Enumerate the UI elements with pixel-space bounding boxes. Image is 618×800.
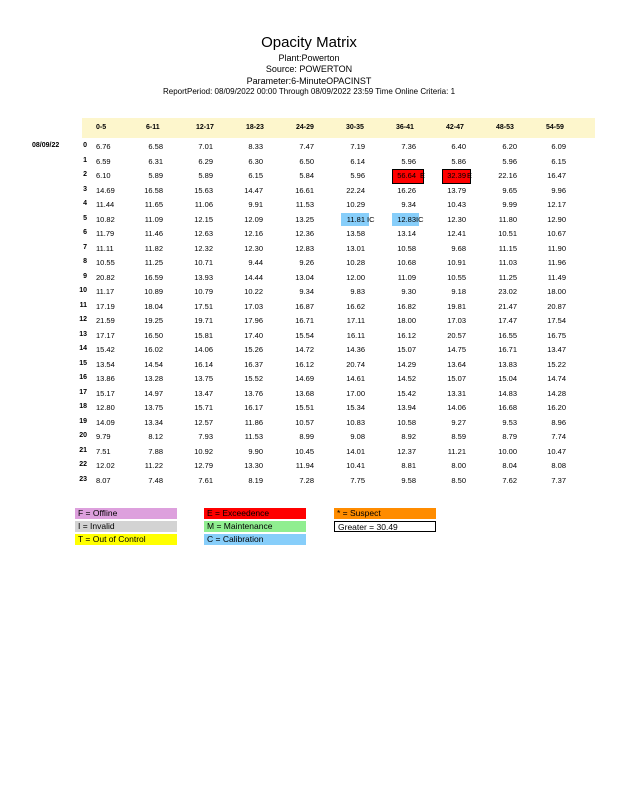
opacity-value: 10.41 <box>346 461 365 470</box>
opacity-value: 16.87 <box>295 301 314 311</box>
opacity-value: 11.79 <box>96 229 115 238</box>
opacity-value: 7.51 <box>96 446 111 456</box>
opacity-value: 15.71 <box>194 403 213 412</box>
opacity-value: 12.80 <box>96 403 115 412</box>
opacity-value: 7.62 <box>502 475 517 485</box>
opacity-value: 16.68 <box>498 403 517 412</box>
opacity-value: 7.28 <box>299 475 314 485</box>
opacity-value: 7.75 <box>350 475 365 485</box>
opacity-value: 8.33 <box>248 142 263 151</box>
hour-label: 20 <box>79 432 87 439</box>
opacity-value: 9.18 <box>451 287 466 296</box>
flag-code: IC <box>416 214 424 224</box>
opacity-value: 16.55 <box>498 330 517 340</box>
column-header: 30-35 <box>346 124 364 131</box>
legend-item: I = Invalid <box>75 521 177 532</box>
opacity-value: 12.16 <box>244 229 263 238</box>
opacity-value: 9.91 <box>248 200 263 209</box>
opacity-value: 16.58 <box>144 185 163 195</box>
opacity-value: 14.74 <box>547 374 566 383</box>
opacity-value: 12.36 <box>295 229 314 238</box>
opacity-value: 14.06 <box>447 403 466 412</box>
column-header: 24-29 <box>296 124 314 131</box>
opacity-value: 10.82 <box>96 214 115 224</box>
opacity-value: 14.28 <box>547 388 566 398</box>
column-header: 42-47 <box>446 124 464 131</box>
opacity-value: 10.58 <box>397 243 416 253</box>
opacity-value: 9.99 <box>502 200 517 209</box>
opacity-value: 10.89 <box>144 287 163 296</box>
hour-label: 5 <box>83 214 87 222</box>
opacity-value: 8.96 <box>551 417 566 427</box>
opacity-value: 11.06 <box>194 200 213 209</box>
opacity-value: 14.69 <box>96 185 115 195</box>
opacity-value: 6.30 <box>248 156 263 166</box>
opacity-value: 5.96 <box>502 156 517 166</box>
opacity-value: 13.01 <box>346 243 365 253</box>
opacity-value: 15.17 <box>96 388 115 398</box>
opacity-value: 11.25 <box>144 258 163 267</box>
opacity-value: 11.96 <box>547 258 566 267</box>
opacity-value: 16.12 <box>295 359 314 369</box>
legend-item: * = Suspect <box>334 508 436 519</box>
opacity-value: 15.26 <box>244 345 263 354</box>
opacity-value: 10.22 <box>244 287 263 296</box>
hour-label: 11 <box>79 301 87 309</box>
opacity-value: 9.96 <box>551 185 566 195</box>
opacity-value: 6.59 <box>96 156 111 166</box>
opacity-value: 15.22 <box>547 359 566 369</box>
hour-label: 3 <box>83 185 87 193</box>
opacity-value: 12.37 <box>397 446 416 456</box>
hour-label: 21 <box>79 446 87 454</box>
opacity-value: 17.19 <box>96 301 115 311</box>
opacity-value: 8.00 <box>451 461 466 470</box>
plant-line: Plant:Powerton <box>278 53 340 63</box>
opacity-value: 22.24 <box>346 185 365 195</box>
hour-label: 0 <box>83 142 87 149</box>
opacity-value: 10.91 <box>447 258 466 267</box>
opacity-value: 11.25 <box>498 272 517 282</box>
opacity-value: 21.59 <box>96 316 115 325</box>
opacity-value: 9.90 <box>248 446 263 456</box>
opacity-value: 15.04 <box>498 374 517 383</box>
opacity-value: 13.47 <box>194 388 213 398</box>
opacity-value: 16.12 <box>397 330 416 340</box>
opacity-value: 14.54 <box>144 359 163 369</box>
opacity-value: 13.31 <box>447 388 466 398</box>
opacity-value: 10.67 <box>547 229 566 238</box>
opacity-value: 5.89 <box>198 171 213 180</box>
hour-label: 7 <box>83 243 87 251</box>
opacity-value: 5.89 <box>148 171 163 180</box>
opacity-value: 7.37 <box>551 475 566 485</box>
opacity-value: 19.25 <box>144 316 163 325</box>
legend-item: E = Exceedence <box>204 508 306 519</box>
opacity-value: 5.96 <box>350 171 365 180</box>
opacity-value: 7.48 <box>148 475 163 485</box>
opacity-value: 20.57 <box>447 330 466 340</box>
source-line: Source: POWERTON <box>265 64 353 74</box>
opacity-value: 16.50 <box>144 330 163 340</box>
opacity-value: 6.31 <box>148 156 163 166</box>
opacity-value: 6.50 <box>299 156 314 166</box>
opacity-value: 16.37 <box>244 359 263 369</box>
opacity-value: 6.10 <box>96 171 111 180</box>
opacity-value: 7.74 <box>551 432 566 441</box>
hour-label: 12 <box>79 316 87 323</box>
opacity-value: 11.82 <box>144 243 163 253</box>
opacity-value: 6.29 <box>198 156 213 166</box>
opacity-value: 9.44 <box>248 258 263 267</box>
opacity-value: 12.83 <box>295 243 314 253</box>
opacity-value: 8.59 <box>451 432 466 441</box>
opacity-value: 13.75 <box>144 403 163 412</box>
opacity-value: 7.61 <box>198 475 213 485</box>
column-header: 48-53 <box>496 124 514 131</box>
opacity-value: 10.47 <box>547 446 566 456</box>
column-header: 36-41 <box>396 124 414 131</box>
opacity-value: 10.68 <box>397 258 416 267</box>
opacity-value: 8.04 <box>502 461 517 470</box>
opacity-value: 11.17 <box>96 287 115 296</box>
opacity-value: 14.36 <box>346 345 365 354</box>
legend-item: C = Calibration <box>204 534 306 545</box>
opacity-value: 10.29 <box>346 200 365 209</box>
opacity-value: 9.83 <box>350 287 365 296</box>
opacity-value: 12.32 <box>194 243 213 253</box>
opacity-value: 9.30 <box>401 287 416 296</box>
opacity-value: 14.61 <box>346 374 365 383</box>
opacity-value: 17.03 <box>244 301 263 311</box>
opacity-value: 18.00 <box>397 316 416 325</box>
opacity-value: 23.02 <box>498 287 517 296</box>
opacity-value: 15.42 <box>96 345 115 354</box>
opacity-value: 12.79 <box>194 461 213 470</box>
opacity-value: 13.28 <box>144 374 163 383</box>
opacity-value: 17.03 <box>447 316 466 325</box>
hour-label: 15 <box>79 359 87 367</box>
opacity-value: 13.25 <box>295 214 314 224</box>
opacity-value: 5.86 <box>451 156 466 166</box>
opacity-value: 20.74 <box>346 359 365 369</box>
opacity-value: 17.51 <box>194 301 213 311</box>
opacity-value: 17.00 <box>346 388 365 398</box>
opacity-value: 56.64 <box>397 171 416 180</box>
hour-label: 4 <box>83 200 87 207</box>
opacity-value: 12.57 <box>194 417 213 427</box>
opacity-value: 15.52 <box>244 374 263 383</box>
opacity-value: 14.72 <box>295 345 314 354</box>
opacity-value: 14.44 <box>244 272 263 282</box>
opacity-value: 9.08 <box>350 432 365 441</box>
opacity-value: 16.14 <box>194 359 213 369</box>
legend-item: F = Offline <box>75 508 177 519</box>
opacity-value: 8.19 <box>248 475 263 485</box>
column-header: 54-59 <box>546 124 564 131</box>
opacity-value: 11.03 <box>498 258 517 267</box>
opacity-value: 21.47 <box>498 301 517 311</box>
hour-label: 16 <box>79 374 87 381</box>
opacity-value: 11.53 <box>295 200 314 209</box>
opacity-value: 10.55 <box>96 258 115 267</box>
opacity-value: 12.30 <box>447 214 466 224</box>
opacity-value: 9.34 <box>299 287 314 296</box>
opacity-value: 9.65 <box>502 185 517 195</box>
opacity-value: 7.01 <box>198 142 213 151</box>
legend-item: Greater = 30.49 <box>334 521 436 532</box>
opacity-value: 13.47 <box>547 345 566 354</box>
opacity-value: 11.49 <box>547 272 566 282</box>
opacity-value: 12.83 <box>397 214 416 224</box>
date-label: 08/09/22 <box>32 142 60 149</box>
opacity-value: 17.40 <box>244 330 263 340</box>
opacity-value: 8.99 <box>299 432 314 441</box>
opacity-value: 7.93 <box>198 432 213 441</box>
opacity-value: 11.94 <box>295 461 314 470</box>
opacity-value: 12.90 <box>547 214 566 224</box>
opacity-value: 16.62 <box>346 301 365 311</box>
opacity-value: 8.50 <box>451 475 466 485</box>
legend-item: T = Out of Control <box>75 534 177 545</box>
opacity-value: 12.17 <box>547 200 566 209</box>
opacity-value: 17.54 <box>547 316 566 325</box>
hour-label: 14 <box>79 345 87 352</box>
opacity-value: 10.43 <box>447 200 466 209</box>
parameter-line: Parameter:6-MinuteOPACINST <box>246 76 372 86</box>
hour-label: 17 <box>79 388 87 396</box>
opacity-value: 18.04 <box>144 301 163 311</box>
opacity-value: 15.07 <box>447 374 466 383</box>
hour-label: 6 <box>83 229 87 236</box>
flag-code: E <box>467 171 473 180</box>
opacity-value: 12.00 <box>346 272 365 282</box>
opacity-value: 10.51 <box>498 229 517 238</box>
opacity-value: 14.83 <box>498 388 517 398</box>
opacity-value: 15.63 <box>194 185 213 195</box>
opacity-value: 16.61 <box>295 185 314 195</box>
opacity-value: 15.07 <box>397 345 416 354</box>
opacity-value: 12.63 <box>194 229 213 238</box>
opacity-value: 6.09 <box>551 142 566 151</box>
opacity-value: 11.53 <box>244 432 263 441</box>
opacity-value: 8.81 <box>401 461 416 470</box>
opacity-value: 9.26 <box>299 258 314 267</box>
hour-label: 22 <box>79 461 87 468</box>
opacity-value: 13.34 <box>144 417 163 427</box>
opacity-value: 7.19 <box>350 142 365 151</box>
opacity-value: 11.44 <box>96 200 115 209</box>
opacity-value: 9.34 <box>401 200 416 209</box>
opacity-value: 11.90 <box>547 243 566 253</box>
hour-label: 2 <box>83 171 87 178</box>
opacity-value: 11.22 <box>144 461 163 470</box>
opacity-value: 16.71 <box>295 316 314 325</box>
opacity-value: 11.11 <box>96 243 114 253</box>
opacity-value: 17.96 <box>244 316 263 325</box>
opacity-value: 16.82 <box>397 301 416 311</box>
opacity-value: 11.80 <box>498 214 517 224</box>
report-title: Opacity Matrix <box>261 34 357 51</box>
column-header: 12-17 <box>196 124 214 131</box>
opacity-value: 16.47 <box>547 171 566 180</box>
opacity-value: 14.01 <box>346 446 365 456</box>
opacity-value: 7.88 <box>148 446 163 456</box>
opacity-value: 8.07 <box>96 475 111 485</box>
opacity-value: 14.52 <box>397 374 416 383</box>
opacity-value: 11.81 <box>346 214 365 224</box>
opacity-value: 12.02 <box>96 461 115 470</box>
opacity-value: 13.83 <box>498 359 517 369</box>
opacity-value: 11.21 <box>447 446 466 456</box>
opacity-value: 19.71 <box>194 316 213 325</box>
opacity-value: 14.69 <box>295 374 314 383</box>
opacity-value: 5.84 <box>299 171 314 180</box>
hour-label: 10 <box>79 287 87 294</box>
opacity-value: 9.68 <box>451 243 466 253</box>
opacity-value: 11.46 <box>144 229 163 238</box>
hour-label: 23 <box>79 475 87 483</box>
hour-label: 13 <box>79 330 87 338</box>
opacity-value: 8.08 <box>551 461 566 470</box>
hour-label: 18 <box>79 403 87 410</box>
opacity-value: 16.20 <box>547 403 566 412</box>
opacity-value: 14.47 <box>244 185 263 195</box>
flag-code: E <box>420 171 426 180</box>
hour-label: 1 <box>83 156 87 164</box>
opacity-value: 13.75 <box>194 374 213 383</box>
hour-label: 8 <box>83 258 87 265</box>
opacity-value: 10.79 <box>194 287 213 296</box>
opacity-value: 32.39 <box>447 171 466 180</box>
opacity-value: 10.45 <box>295 446 314 456</box>
opacity-value: 12.09 <box>244 214 263 224</box>
opacity-value: 11.09 <box>397 272 416 282</box>
opacity-value: 15.81 <box>194 330 213 340</box>
opacity-value: 12.15 <box>194 214 213 224</box>
opacity-value: 13.14 <box>397 229 416 238</box>
opacity-value: 9.53 <box>502 417 517 427</box>
opacity-value: 16.17 <box>244 403 263 412</box>
opacity-value: 14.97 <box>144 388 163 398</box>
opacity-value: 17.11 <box>346 316 365 325</box>
column-header: 6-11 <box>146 124 160 131</box>
opacity-value: 16.59 <box>144 272 163 282</box>
opacity-value: 13.30 <box>244 461 263 470</box>
report-period: ReportPeriod: 08/09/2022 00:00 Through 08/09/2022 23:59 Time Online Criteria: 1 <box>162 87 456 96</box>
opacity-value: 10.57 <box>295 417 314 427</box>
column-header: 18-23 <box>246 124 264 131</box>
opacity-value: 10.71 <box>194 258 213 267</box>
opacity-value: 18.00 <box>547 287 566 296</box>
opacity-value: 11.15 <box>498 243 517 253</box>
opacity-value: 6.20 <box>502 142 517 151</box>
opacity-value: 6.14 <box>350 156 365 166</box>
opacity-value: 13.58 <box>346 229 365 238</box>
opacity-value: 10.00 <box>498 446 517 456</box>
opacity-value: 13.68 <box>295 388 314 398</box>
opacity-value: 9.27 <box>451 417 466 427</box>
opacity-value: 11.09 <box>144 214 163 224</box>
opacity-value: 13.79 <box>447 185 466 195</box>
opacity-value: 13.54 <box>96 359 115 369</box>
opacity-value: 14.75 <box>447 345 466 354</box>
opacity-value: 13.86 <box>96 374 115 383</box>
opacity-value: 6.40 <box>451 142 466 151</box>
flag-code: IC <box>367 214 375 224</box>
opacity-value: 8.79 <box>502 432 517 441</box>
opacity-value: 17.17 <box>96 330 115 340</box>
opacity-value: 15.34 <box>346 403 365 412</box>
opacity-value: 19.81 <box>447 301 466 311</box>
opacity-value: 7.47 <box>299 142 314 151</box>
opacity-value: 15.42 <box>397 388 416 398</box>
opacity-value: 16.26 <box>397 185 416 195</box>
opacity-value: 16.75 <box>547 330 566 340</box>
opacity-value: 10.28 <box>346 258 365 267</box>
opacity-value: 11.86 <box>244 417 263 427</box>
opacity-value: 20.87 <box>547 301 566 311</box>
opacity-value: 15.51 <box>295 403 314 412</box>
legend-item: M = Maintenance <box>204 521 306 532</box>
opacity-value: 13.93 <box>194 272 213 282</box>
opacity-value: 9.79 <box>96 432 111 441</box>
opacity-value: 6.76 <box>96 142 111 151</box>
opacity-value: 13.64 <box>447 359 466 369</box>
opacity-value: 14.29 <box>397 359 416 369</box>
opacity-value: 10.92 <box>194 446 213 456</box>
opacity-value: 13.94 <box>397 403 416 412</box>
opacity-value: 9.58 <box>401 475 416 485</box>
opacity-value: 13.76 <box>244 388 263 398</box>
opacity-value: 10.55 <box>447 272 466 282</box>
column-header: 0-5 <box>96 124 107 131</box>
opacity-value: 8.12 <box>148 432 163 441</box>
opacity-value: 22.16 <box>498 171 517 180</box>
opacity-value: 13.04 <box>295 272 314 282</box>
opacity-value: 14.06 <box>194 345 213 354</box>
opacity-value: 10.58 <box>397 417 416 427</box>
opacity-value: 17.47 <box>498 316 517 325</box>
opacity-value: 12.30 <box>244 243 263 253</box>
opacity-value: 16.71 <box>498 345 517 354</box>
opacity-value: 7.36 <box>401 142 416 151</box>
hour-label: 9 <box>83 272 87 280</box>
opacity-value: 16.11 <box>346 330 365 340</box>
opacity-value: 6.15 <box>551 156 566 166</box>
opacity-value: 8.92 <box>401 432 416 441</box>
opacity-value: 10.83 <box>346 417 365 427</box>
opacity-value: 14.09 <box>96 417 115 427</box>
opacity-value: 6.15 <box>248 171 263 180</box>
opacity-value: 12.41 <box>447 229 466 238</box>
hour-label: 19 <box>79 417 87 425</box>
opacity-value: 15.54 <box>295 330 314 340</box>
opacity-value: 6.58 <box>148 142 163 151</box>
opacity-value: 16.02 <box>144 345 163 354</box>
opacity-value: 20.82 <box>96 272 115 282</box>
opacity-value: 11.65 <box>144 200 163 209</box>
opacity-value: 5.96 <box>401 156 416 166</box>
